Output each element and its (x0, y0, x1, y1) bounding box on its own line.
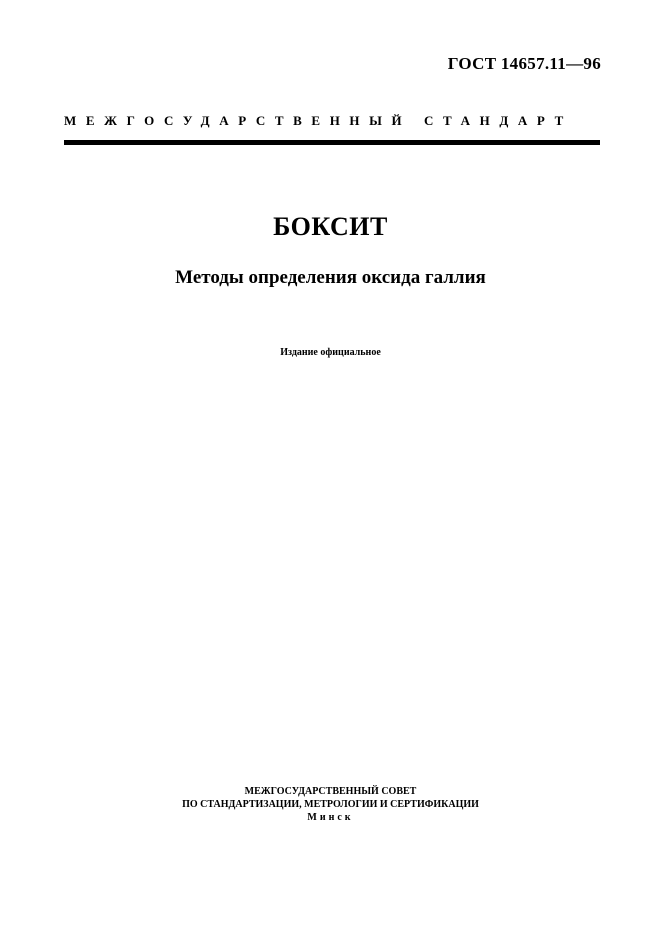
header-rule (64, 140, 600, 145)
document-subtitle: Методы определения оксида галлия (175, 267, 486, 288)
publisher-line-1: МЕЖГОСУДАРСТВЕННЫЙ СОВЕТ (244, 786, 417, 797)
publisher-city: Минск (307, 812, 354, 823)
document-title: БОКСИТ (273, 212, 388, 241)
gost-number: ГОСТ 14657.11—96 (447, 54, 601, 73)
edition-note: Издание официальное (280, 347, 381, 358)
publisher-line-2: ПО СТАНДАРТИЗАЦИИ, МЕТРОЛОГИИ И СЕРТИФИКАЦИИ (182, 799, 479, 810)
publisher-block (0, 785, 661, 824)
standard-type-heading: МЕЖГОСУДАРСТВЕННЫЙ СТАНДАРТ (64, 113, 573, 128)
